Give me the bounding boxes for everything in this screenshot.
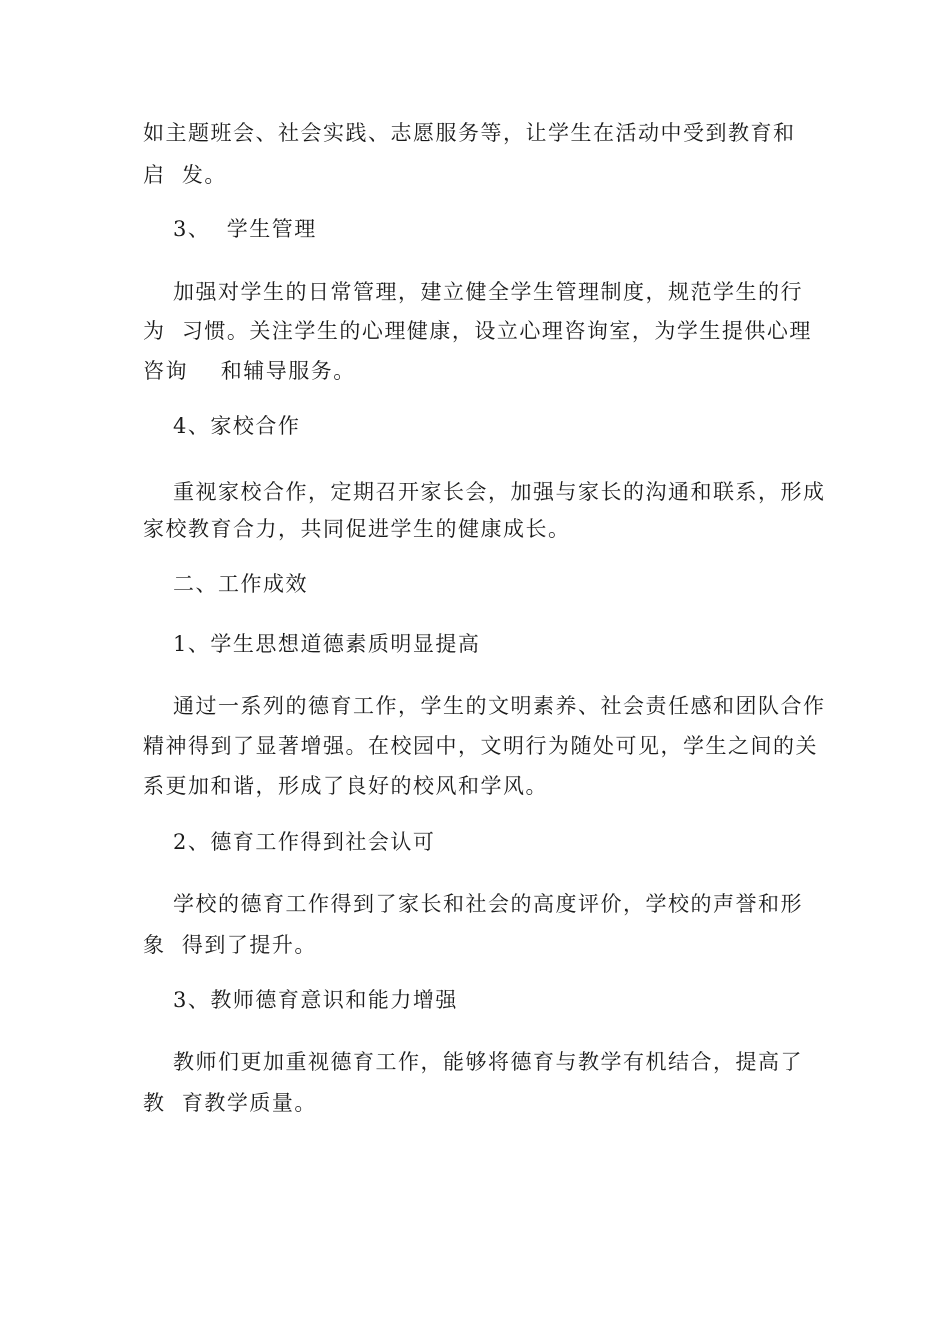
paragraph-line: 为 习惯。关注学生的心理健康，设立心理咨询室，为学生提供心理 (143, 319, 812, 343)
paragraph-line: 如主题班会、社会实践、志愿服务等，让学生在活动中受到教育和 (143, 121, 796, 145)
section-heading: 3、教师德育意识和能力增强 (173, 988, 458, 1012)
paragraph-line: 象 得到了提升。 (143, 933, 317, 957)
section-heading: 4、家校合作 (173, 414, 301, 438)
section-heading: 2、德育工作得到社会认可 (173, 830, 436, 854)
paragraph-line: 教 育教学质量。 (143, 1091, 317, 1115)
paragraph-line: 咨询 和辅导服务。 (143, 359, 356, 383)
paragraph-line: 启 发。 (143, 163, 227, 187)
paragraph-line: 学校的德育工作得到了家长和社会的高度评价，学校的声誉和形 (173, 892, 803, 916)
paragraph-line: 通过一系列的德育工作，学生的文明素养、社会责任感和团队合作 (173, 694, 826, 718)
section-heading: 3、 学生管理 (173, 217, 317, 241)
section-heading: 二、工作成效 (173, 572, 308, 596)
paragraph-line: 重视家校合作，定期召开家长会，加强与家长的沟通和联系，形成 (173, 480, 826, 504)
paragraph-line: 加强对学生的日常管理，建立健全学生管理制度，规范学生的行 (173, 280, 803, 304)
paragraph-line: 系更加和谐，形成了良好的校风和学风。 (143, 774, 548, 798)
paragraph-line: 精神得到了显著增强。在校园中，文明行为随处可见，学生之间的关 (143, 734, 818, 758)
paragraph-line: 教师们更加重视德育工作，能够将德育与教学有机结合，提高了 (173, 1050, 803, 1074)
paragraph-line: 家校教育合力，共同促进学生的健康成长。 (143, 517, 571, 541)
section-heading: 1、学生思想道德素质明显提高 (173, 632, 481, 656)
